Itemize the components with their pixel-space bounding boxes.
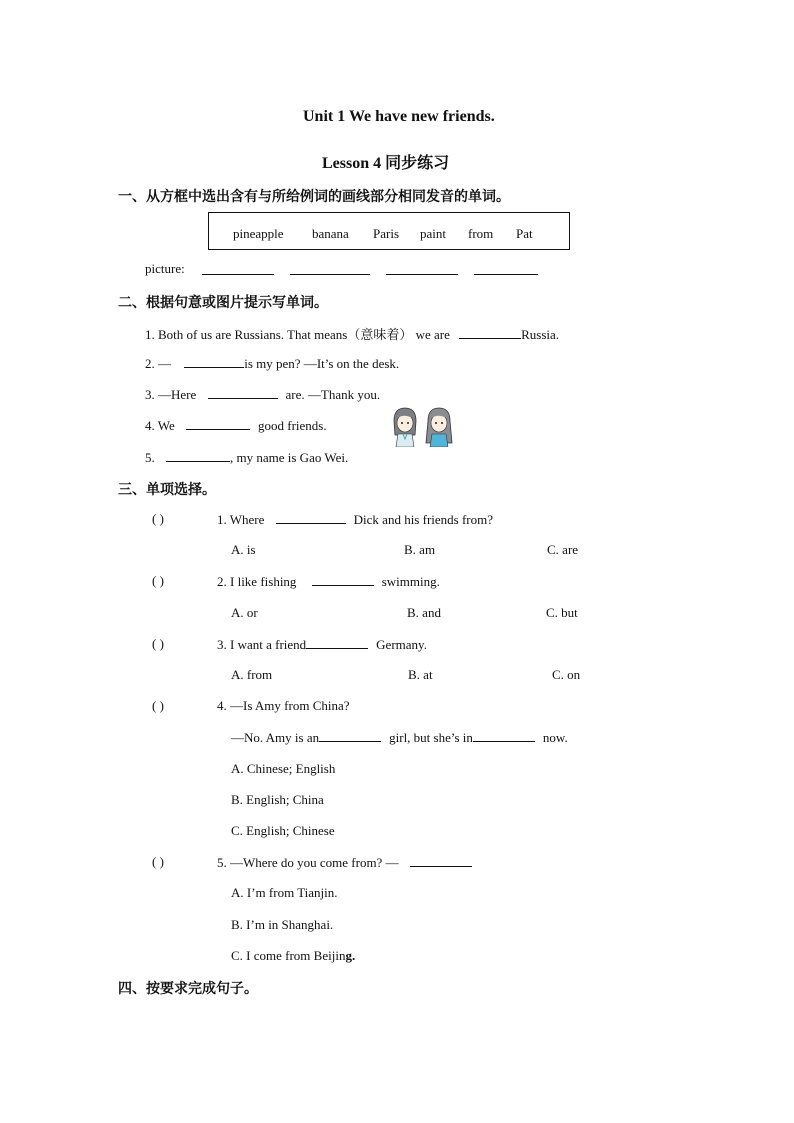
answer-paren[interactable]: ( ) — [152, 636, 164, 651]
answer-blank[interactable] — [306, 636, 368, 649]
q5-stem: 5. —Where do you come from? — — [217, 854, 472, 871]
two-girls-picture — [390, 405, 460, 447]
unit-title: Unit 1 We have new friends. — [303, 108, 495, 125]
section2-heading: 二、根据句意或图片提示写单词。 — [118, 296, 328, 311]
answer-blank[interactable] — [166, 449, 230, 462]
q4-line2: —No. Amy is an girl, but she’s in now. — [231, 730, 568, 745]
s2-item-5: 5. , my name is Gao Wei. — [145, 450, 349, 465]
q2-stem: 2. I like fishing swimming. — [217, 574, 440, 589]
word-option: from — [468, 226, 494, 241]
q3-option-a[interactable]: A. from — [231, 667, 273, 682]
q2-option-a[interactable]: A. or — [231, 605, 258, 620]
answer-blank[interactable] — [319, 729, 381, 742]
q5-option-a[interactable]: A. I’m from Tianjin. — [231, 885, 338, 900]
answer-blank[interactable] — [208, 386, 278, 399]
answer-paren[interactable]: ( ) — [152, 511, 164, 526]
answer-paren[interactable]: ( ) — [152, 698, 164, 713]
q3-option-c[interactable]: C. on — [552, 667, 581, 682]
s2-item-1: 1. Both of us are Russians. That means（意味着） we are Russia. — [145, 327, 560, 342]
two-girls-icon — [390, 405, 460, 447]
q3-stem: 3. I want a friend Germany. — [217, 637, 427, 652]
q1-stem: 1. Where Dick and his friends from? — [217, 512, 494, 527]
s2-item-2: 2. — is my pen? —It’s on the desk. — [145, 356, 400, 371]
lesson-title: Lesson 4 同步练习 — [322, 155, 450, 172]
answer-paren[interactable]: ( ) — [152, 573, 164, 588]
word-option: pineapple — [233, 226, 284, 241]
word-option: banana — [312, 226, 349, 241]
q4-stem: 4. —Is Amy from China? — [217, 698, 350, 713]
answer-blank[interactable] — [312, 573, 374, 586]
answer-blank[interactable] — [290, 262, 370, 275]
q4-option-b[interactable]: B. English; China — [231, 792, 324, 807]
word-option: Pat — [516, 226, 533, 241]
s2-item-4: 4. We good friends. — [145, 418, 327, 433]
answer-blank[interactable] — [459, 326, 521, 339]
answer-blank[interactable] — [276, 511, 346, 524]
s2-item-3: 3. —Here are. —Thank you. — [145, 387, 381, 402]
q1-option-c[interactable]: C. are — [547, 542, 579, 557]
q2-option-c[interactable]: C. but — [546, 605, 578, 620]
q3-option-b[interactable]: B. at — [408, 667, 433, 682]
q5-option-c[interactable]: C. I come from Beijing. — [231, 948, 356, 963]
q1-option-a[interactable]: A. is — [231, 542, 256, 557]
q4-option-c[interactable]: C. English; Chinese — [231, 823, 335, 838]
q1-option-b[interactable]: B. am — [404, 542, 436, 557]
word-option: paint — [420, 226, 446, 241]
answer-blank[interactable] — [474, 262, 538, 275]
word-box — [208, 212, 570, 250]
answer-paren[interactable]: ( ) — [152, 854, 164, 869]
q5-option-b[interactable]: B. I’m in Shanghai. — [231, 917, 334, 932]
answer-blank[interactable] — [186, 417, 250, 430]
word-option: Paris — [373, 226, 399, 241]
answer-blank[interactable] — [473, 729, 535, 742]
q2-option-b[interactable]: B. and — [407, 605, 441, 620]
example-word-label: picture: — [145, 261, 185, 276]
answer-blank[interactable] — [386, 262, 458, 275]
answer-blank[interactable] — [184, 355, 244, 368]
section1-heading: 一、从方框中选出含有与所给例词的画线部分相同发音的单词。 — [118, 190, 510, 205]
answer-blank[interactable] — [410, 854, 472, 867]
answer-blank[interactable] — [202, 262, 274, 275]
q4-option-a[interactable]: A. Chinese; English — [231, 761, 336, 776]
section3-heading: 三、单项选择。 — [118, 483, 216, 498]
section4-heading: 四、按要求完成句子。 — [118, 982, 258, 997]
